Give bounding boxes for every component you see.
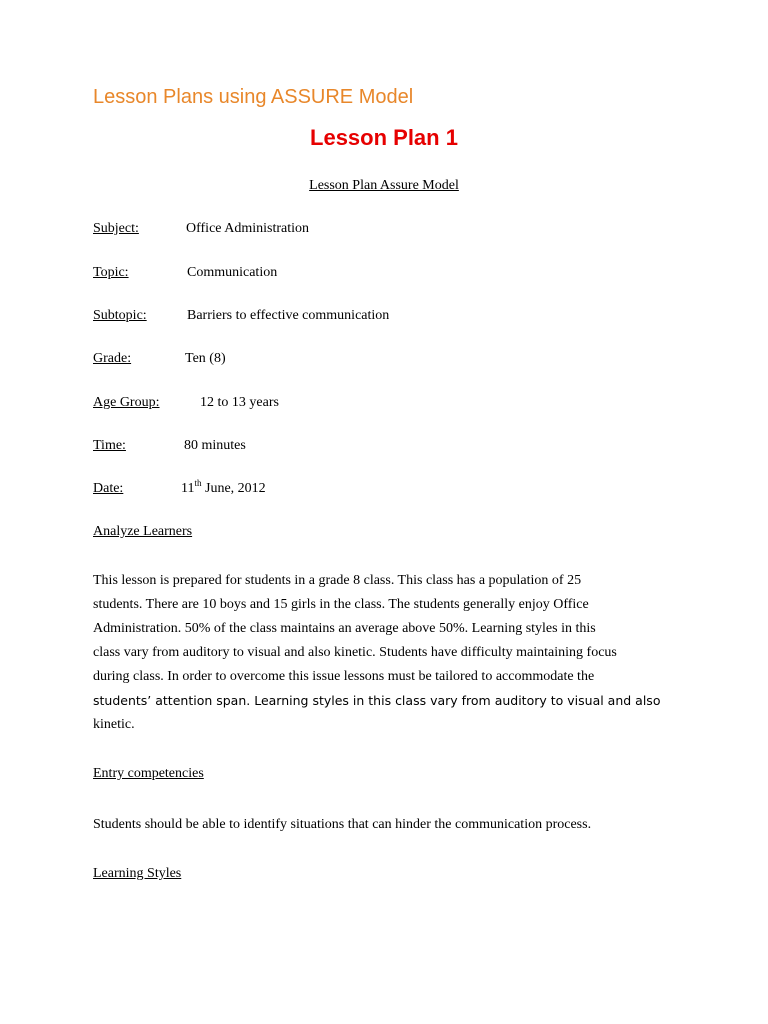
entry-competencies-text: Students should be able to identify situations that can hinder the communication process. — [93, 817, 592, 832]
date-label: Date: — [93, 481, 124, 496]
paragraph-line: students. There are 10 boys and 15 girls in the class. The students generally enjoy Office — [93, 597, 589, 612]
topic-label: Topic: — [93, 265, 129, 280]
date-rest: June, 2012 — [201, 481, 266, 496]
topic-value: Communication — [187, 265, 278, 280]
paragraph-line: during class. In order to overcome this issue lessons must be tailored to accommodate the — [93, 669, 595, 684]
subtopic-label: Subtopic: — [93, 308, 147, 323]
age-group-label: Age Group: — [93, 395, 160, 410]
grade-label: Grade: — [93, 351, 132, 366]
paragraph-line: kinetic. — [93, 717, 135, 732]
entry-competencies-heading: Entry competencies — [93, 766, 204, 781]
paragraph-line: students’ attention span. Learning styles in this class vary from auditory to visual and also — [93, 693, 661, 708]
time-value: 80 minutes — [184, 438, 246, 453]
analyze-learners-paragraph — [93, 569, 683, 737]
paragraph-line: class vary from auditory to visual and also kinetic. Students have difficulty maintaining focus — [93, 645, 617, 660]
lesson-plan-title: Lesson Plan 1 — [310, 125, 458, 150]
date-day-suffix: th — [194, 478, 202, 488]
date-value — [181, 478, 266, 497]
time-label: Time: — [93, 438, 126, 453]
date-day: 11 — [181, 481, 195, 496]
lesson-plan-subtitle: Lesson Plan Assure Model — [309, 178, 459, 193]
subject-label: Subject: — [93, 221, 139, 236]
paragraph-line: This lesson is prepared for students in a grade 8 class. This class has a population of 25 — [93, 573, 582, 588]
document-heading: Lesson Plans using ASSURE Model — [93, 86, 414, 108]
paragraph-line: Administration. 50% of the class maintains an average above 50%. Learning styles in this — [93, 621, 596, 636]
analyze-learners-heading: Analyze Learners — [93, 524, 193, 539]
subtopic-value: Barriers to effective communication — [187, 308, 390, 323]
learning-styles-heading: Learning Styles — [93, 866, 182, 881]
subject-value: Office Administration — [186, 221, 309, 236]
grade-value: Ten (8) — [185, 351, 226, 366]
age-group-value: 12 to 13 years — [200, 395, 279, 410]
